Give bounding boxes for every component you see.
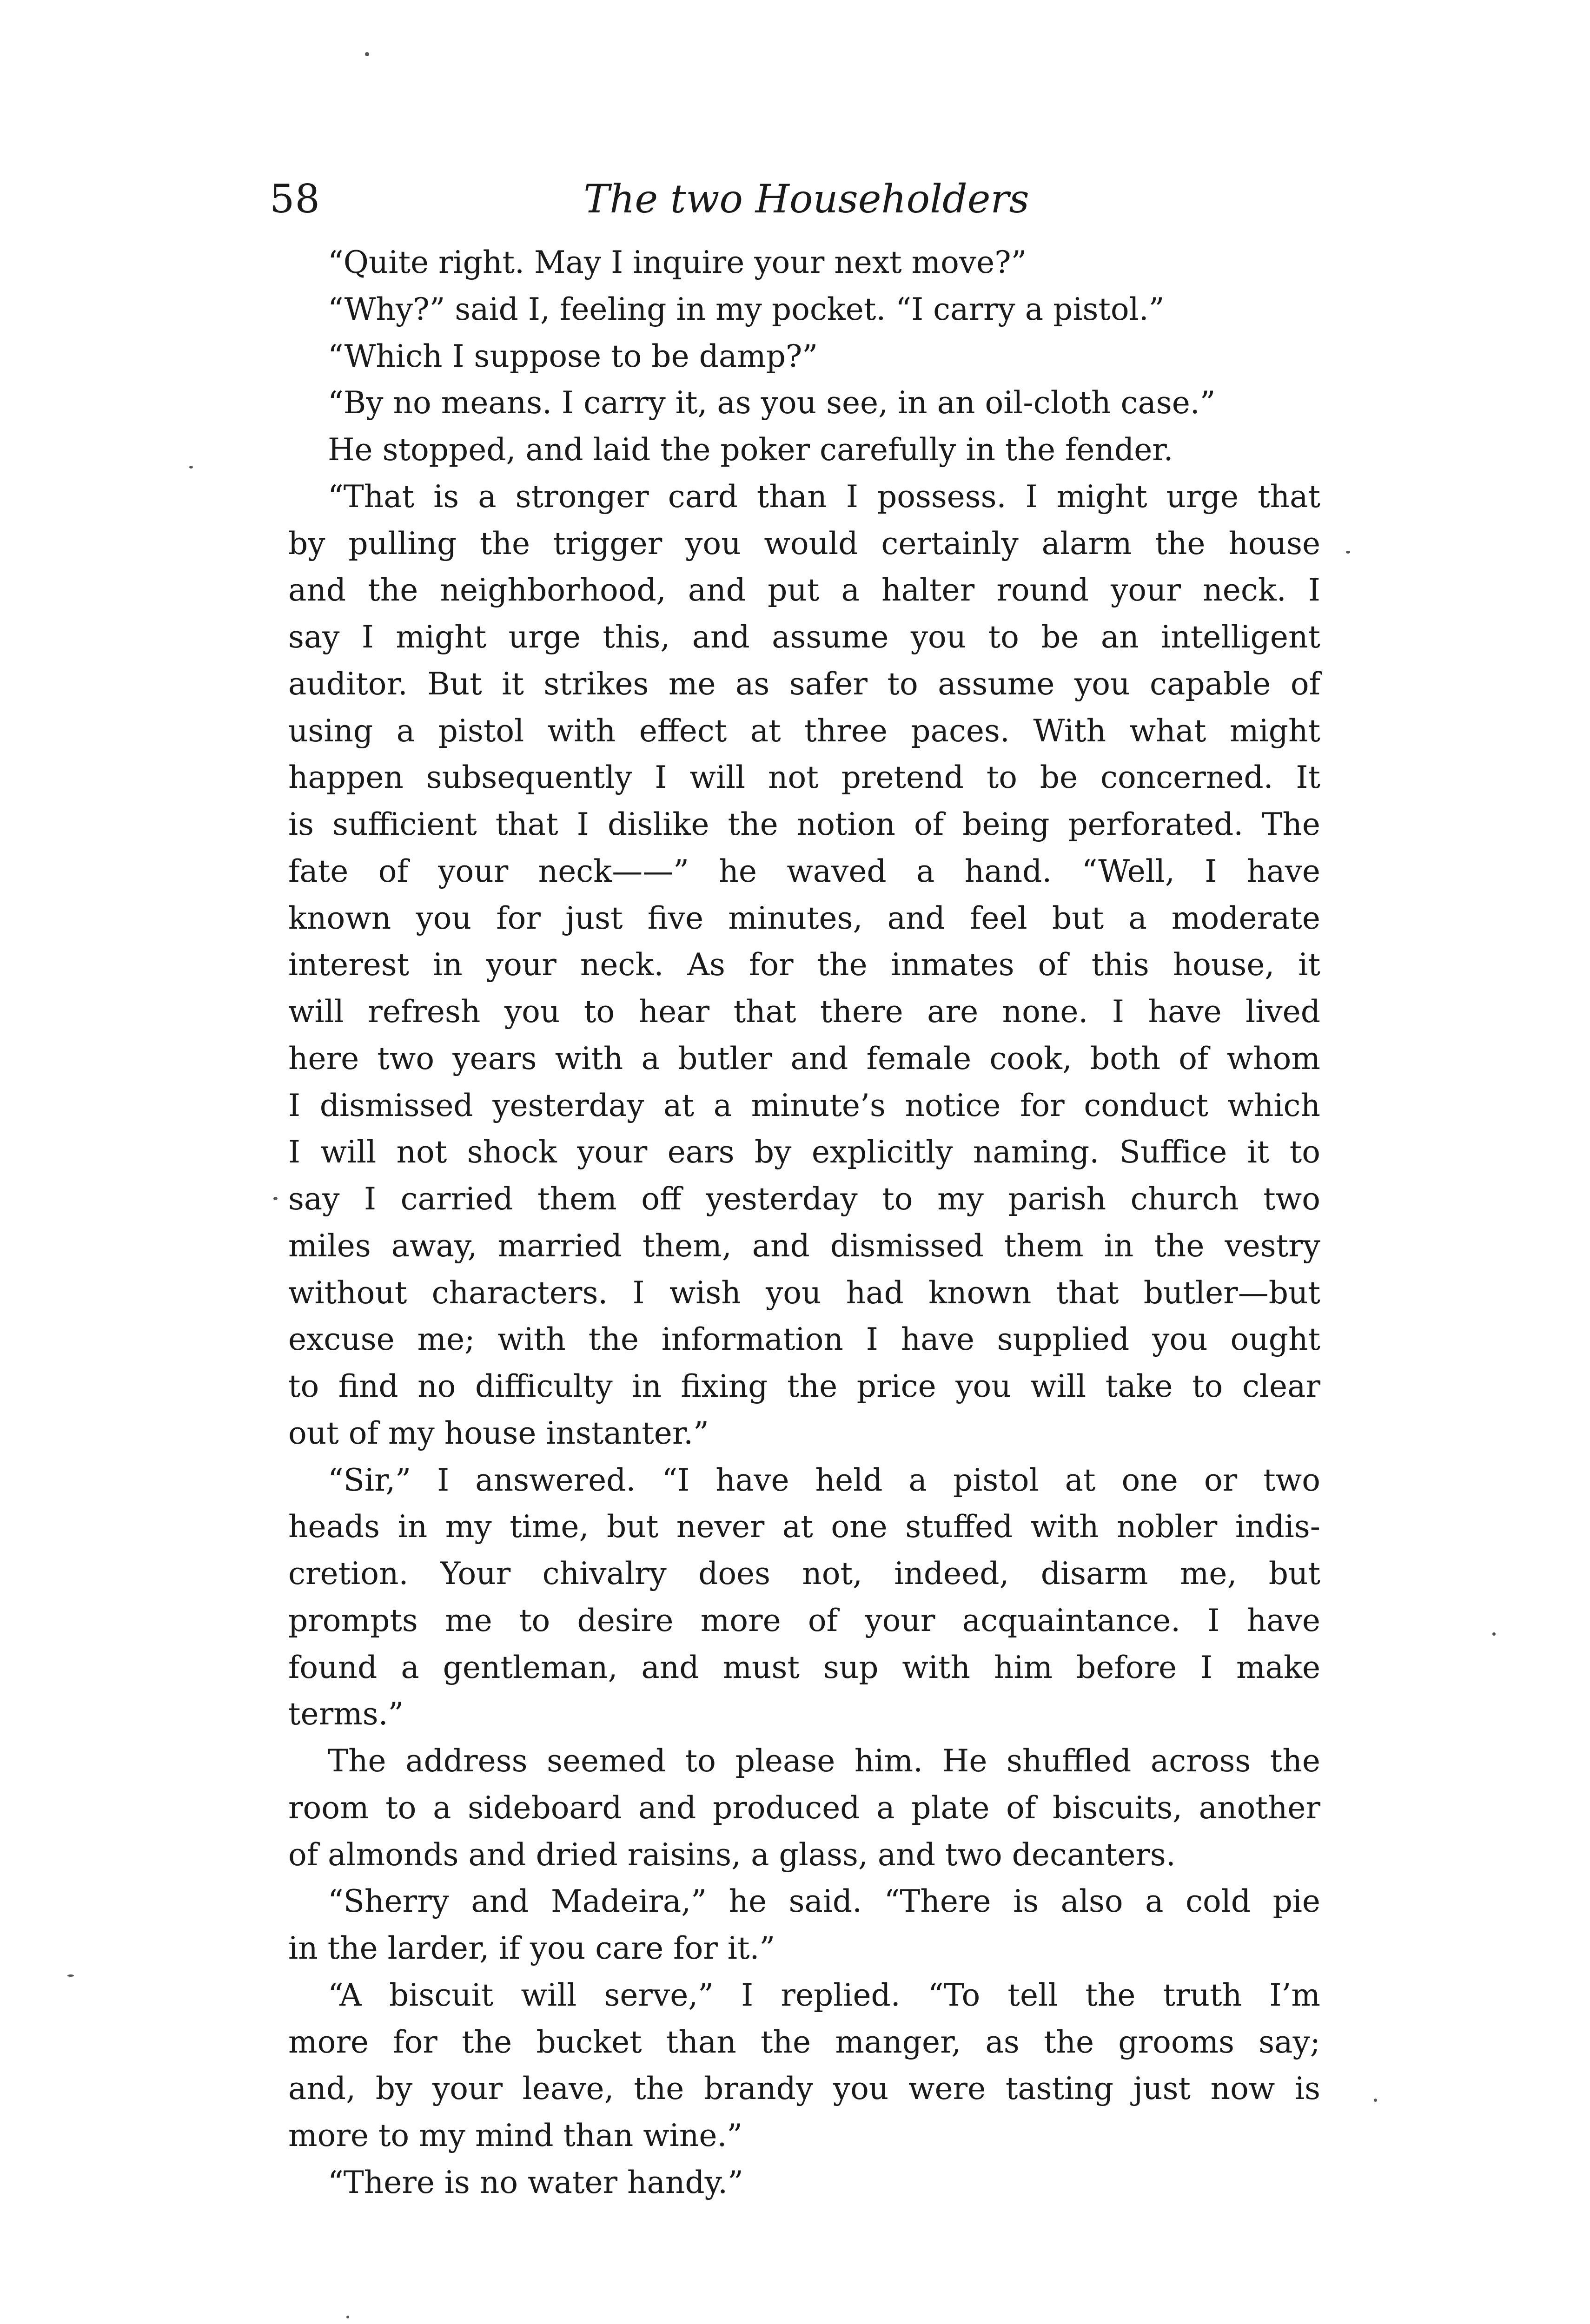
text-line: cretion. Your chivalry does not, indeed, disarm me, but	[288, 1556, 1320, 1591]
text-line: in the larder, if you care for it.”	[288, 1930, 775, 1966]
text-line: without characters. I wish you had known that butler—but	[288, 1274, 1320, 1311]
page-header	[270, 144, 1320, 222]
text-line: miles away, married them, and dismissed them in the vestry	[288, 1228, 1320, 1264]
text-line: is sufficient that I dislike the notion of being perforated. The	[288, 806, 1320, 842]
text-line: fate of your neck——” he waved a hand. “Well, I have	[288, 853, 1320, 889]
text-line: here two years with a butler and female cook, both of whom	[288, 1040, 1320, 1076]
text-line: “Sir,” I answered. “I have held a pistol at one or two	[328, 1462, 1320, 1498]
text-line: heads in my time, but never at one stuffed with nobler indis-	[288, 1509, 1320, 1545]
text-line: room to a sideboard and produced a plate of biscuits, another	[288, 1789, 1320, 1826]
scan-speck	[1492, 1632, 1496, 1636]
scan-speck	[273, 1197, 278, 1200]
running-title: The two Householders	[583, 176, 1029, 222]
text-line: “Quite right. May I inquire your next move?”	[328, 244, 1027, 280]
text-line: out of my house instanter.”	[288, 1415, 709, 1451]
text-line: “By no means. I carry it, as you see, in an oil-cloth case.”	[328, 385, 1216, 421]
text-line: more to my mind than wine.”	[288, 2118, 743, 2153]
text-line: “Which I suppose to be damp?”	[328, 338, 818, 374]
text-line: prompts me to desire more of your acquaintance. I have	[288, 1602, 1320, 1638]
scan-speck	[365, 52, 369, 56]
text-line: terms.”	[288, 1696, 404, 1732]
text-line: using a pistol with effect at three paces. With what might	[288, 713, 1320, 749]
text-line: auditor. But it strikes me as safer to assume you capable of	[288, 666, 1320, 702]
text-line: by pulling the trigger you would certainly alarm the house	[288, 525, 1320, 561]
text-line: to find no difficulty in fixing the price you will take to clear	[288, 1368, 1320, 1404]
text-line: happen subsequently I will not pretend to be concerned. It	[288, 759, 1320, 796]
text-line: “A biscuit will serve,” I replied. “To tell the truth I’m	[328, 1977, 1320, 2013]
text-line: “Sherry and Madeira,” he said. “There is also a cold pie	[328, 1883, 1320, 1920]
text-line: The address seemed to please him. He shuffled across the	[328, 1743, 1320, 1779]
page-number: 58	[270, 176, 320, 222]
body-text	[288, 239, 1320, 2206]
text-line: known you for just five minutes, and feel but a moderate	[288, 900, 1320, 936]
text-line: “There is no water handy.”	[328, 2164, 743, 2200]
text-line: say I carried them off yesterday to my parish church two	[288, 1181, 1320, 1217]
scan-speck	[189, 466, 193, 469]
text-line: and the neighborhood, and put a halter round your neck. I	[288, 572, 1320, 608]
text-line: found a gentleman, and must sup with him before I make	[288, 1649, 1320, 1685]
text-line: I dismissed yesterday at a minute’s notice for conduct which	[288, 1087, 1320, 1123]
text-line: interest in your neck. As for the inmates of this house, it	[288, 947, 1320, 983]
text-line: excuse me; with the information I have supplied you ought	[288, 1321, 1320, 1358]
text-line: I will not shock your ears by explicitly naming. Suffice it to	[288, 1134, 1320, 1170]
scan-speck	[346, 2316, 349, 2318]
text-line: “That is a stronger card than I possess. I might urge that	[328, 478, 1320, 515]
text-line: will refresh you to hear that there are none. I have lived	[288, 994, 1320, 1030]
text-line: of almonds and dried raisins, a glass, and two decanters.	[288, 1836, 1176, 1873]
scan-speck	[1346, 551, 1350, 554]
text-line: He stopped, and laid the poker carefully in the fender.	[328, 432, 1173, 468]
scan-speck	[1374, 2099, 1377, 2102]
scan-speck	[67, 1974, 74, 1977]
text-line: “Why?” said I, feeling in my pocket. “I carry a pistol.”	[328, 291, 1165, 327]
text-line: more for the bucket than the manger, as the grooms say;	[288, 2024, 1320, 2060]
text-line: say I might urge this, and assume you to be an intelligent	[288, 619, 1320, 655]
text-line: and, by your leave, the brandy you were tasting just now is	[288, 2071, 1320, 2107]
